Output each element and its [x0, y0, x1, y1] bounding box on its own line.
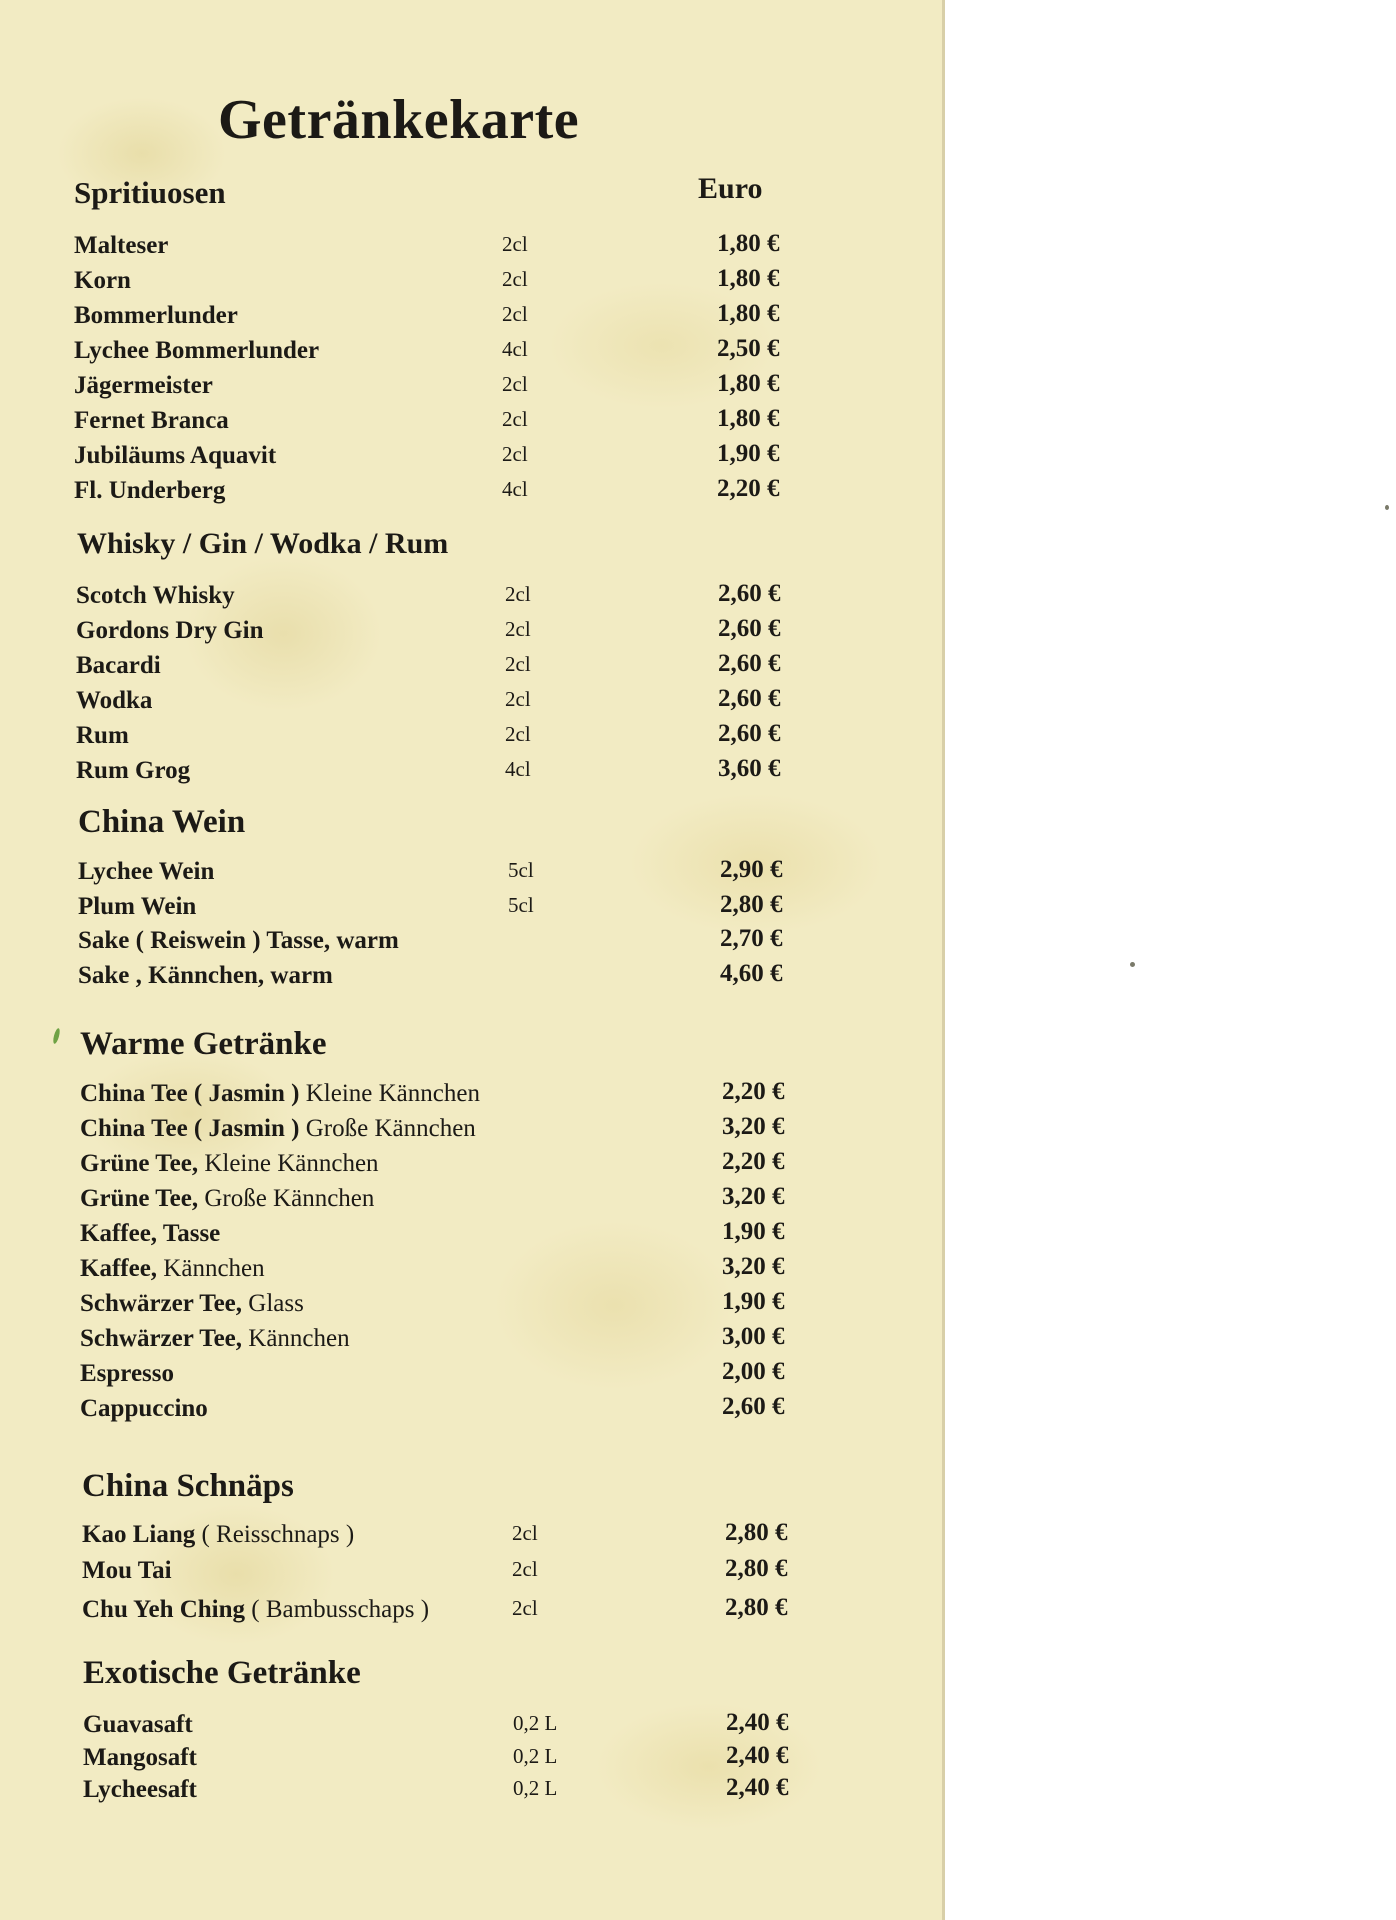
- item-price: 1,80 €: [717, 405, 780, 432]
- item-name: [80, 1150, 379, 1178]
- section-title: China Schnäps: [82, 1468, 294, 1504]
- item-name-extra: ( Reisschnaps ): [195, 1521, 355, 1548]
- item-name: [76, 652, 161, 680]
- item-price: 2,60 €: [718, 720, 781, 747]
- item-price: 2,60 €: [718, 580, 781, 607]
- item-name: [76, 722, 129, 750]
- item-name-main: Jägermeister: [74, 372, 213, 399]
- menu-item: [80, 1360, 832, 1394]
- item-name: [83, 1776, 197, 1804]
- currency-header: Euro: [698, 172, 763, 205]
- scan-speck: [1130, 962, 1135, 967]
- item-price: 1,80 €: [717, 230, 780, 257]
- item-name-main: Sake ( Reiswein ) Tasse, warm: [78, 927, 399, 954]
- menu-item: [80, 1080, 832, 1114]
- item-name-extra: Große Kännchen: [299, 1115, 476, 1142]
- item-name-main: Mou Tai: [82, 1557, 172, 1584]
- item-price: 2,20 €: [722, 1078, 785, 1105]
- item-name: [80, 1185, 374, 1213]
- item-name-main: Kaffee,: [80, 1255, 158, 1282]
- item-size: 0,2 L: [513, 1744, 558, 1768]
- item-name: [74, 267, 131, 295]
- item-name-main: Malteser: [74, 232, 169, 259]
- item-name: [82, 1596, 429, 1624]
- item-name-main: Schwärzer Tee,: [80, 1290, 243, 1317]
- item-name-main: Bacardi: [76, 652, 161, 679]
- section-title: Spritiuosen: [74, 175, 226, 210]
- item-price: 1,80 €: [717, 300, 780, 327]
- item-price: 1,90 €: [722, 1288, 785, 1315]
- item-price: 2,60 €: [718, 650, 781, 677]
- item-name-main: Wodka: [76, 687, 153, 714]
- menu-item: [80, 1290, 832, 1324]
- menu-item: [74, 442, 827, 476]
- item-name-main: Fl. Underberg: [74, 477, 226, 504]
- item-name-main: Schwärzer Tee,: [80, 1325, 243, 1352]
- item-size: 5cl: [508, 893, 534, 917]
- item-price: 2,60 €: [718, 615, 781, 642]
- menu-item: [80, 1150, 832, 1184]
- item-name-main: Fernet Branca: [74, 407, 229, 434]
- item-name-main: Lycheesaft: [83, 1776, 197, 1803]
- section-title: China Wein: [78, 804, 246, 840]
- menu-item: [83, 1744, 836, 1778]
- section-title: Exotische Getränke: [83, 1655, 361, 1691]
- item-name: [74, 302, 238, 330]
- menu-item: [80, 1115, 832, 1149]
- item-price: 2,40 €: [726, 1709, 789, 1736]
- item-price: 2,00 €: [722, 1358, 785, 1385]
- menu-item: [82, 1557, 835, 1591]
- menu-item: [80, 1185, 832, 1219]
- item-price: 1,80 €: [717, 370, 780, 397]
- item-name-main: Mangosaft: [83, 1744, 197, 1771]
- menu-item: [76, 757, 828, 791]
- item-size: 2cl: [502, 232, 528, 256]
- item-name-main: Korn: [74, 267, 131, 294]
- item-name: [80, 1080, 480, 1108]
- item-size: 4cl: [505, 757, 531, 781]
- item-name-main: Bommerlunder: [74, 302, 238, 329]
- item-name: [76, 757, 190, 785]
- item-name: [78, 858, 214, 886]
- item-name-extra: Glass: [242, 1290, 304, 1317]
- menu-item: [74, 302, 827, 336]
- item-name-extra: ( Bambusschaps ): [245, 1596, 430, 1623]
- green-mark: [52, 1028, 61, 1045]
- item-name: [76, 617, 264, 645]
- menu-item: [78, 858, 830, 892]
- item-price: 2,80 €: [720, 891, 783, 918]
- item-price: 3,20 €: [722, 1183, 785, 1210]
- item-name: [74, 337, 319, 365]
- menu-item: [80, 1220, 832, 1254]
- menu-item: [82, 1521, 835, 1555]
- menu-item: [76, 582, 828, 616]
- item-price: 1,80 €: [717, 265, 780, 292]
- menu-item: [82, 1596, 835, 1630]
- item-price: 2,40 €: [726, 1742, 789, 1769]
- item-name-main: Espresso: [80, 1360, 175, 1387]
- item-price: 2,40 €: [726, 1774, 789, 1801]
- item-name-main: Rum: [76, 722, 129, 749]
- item-size: 2cl: [505, 687, 531, 711]
- item-name: [74, 372, 213, 400]
- item-size: 2cl: [512, 1521, 538, 1545]
- item-name: [80, 1255, 265, 1283]
- item-name-main: Scotch Whisky: [76, 582, 235, 609]
- item-name-main: Gordons Dry Gin: [76, 617, 264, 644]
- item-size: 2cl: [505, 617, 531, 641]
- menu-item: [74, 232, 827, 266]
- item-price: 3,20 €: [722, 1113, 785, 1140]
- section-title: Warme Getränke: [80, 1026, 327, 1062]
- item-name: [83, 1744, 197, 1772]
- menu-item: [74, 477, 827, 511]
- item-size: 2cl: [505, 722, 531, 746]
- menu-item: [80, 1325, 832, 1359]
- item-name-main: Sake , Kännchen, warm: [78, 962, 333, 989]
- item-name: [80, 1290, 304, 1318]
- item-name-extra: Kleine Kännchen: [198, 1150, 379, 1177]
- item-price: 3,00 €: [722, 1323, 785, 1350]
- item-name-main: Rum Grog: [76, 757, 191, 784]
- item-name: [76, 582, 235, 610]
- item-price: 2,70 €: [720, 925, 783, 952]
- item-name-main: China Tee ( Jasmin ): [80, 1080, 300, 1107]
- item-name-main: Jubiläums Aquavit: [74, 442, 277, 469]
- item-price: 2,60 €: [718, 685, 781, 712]
- item-size: 2cl: [512, 1596, 538, 1620]
- item-name: [80, 1395, 208, 1423]
- item-size: 4cl: [502, 337, 528, 361]
- item-name-main: Kaffee, Tasse: [80, 1220, 221, 1247]
- menu-item: [78, 962, 830, 996]
- item-name-extra: Kännchen: [242, 1325, 350, 1352]
- item-size: 0,2 L: [513, 1711, 558, 1735]
- item-size: 2cl: [502, 372, 528, 396]
- item-name-main: Guavasaft: [83, 1711, 193, 1738]
- item-name: [80, 1220, 220, 1248]
- item-name-extra: Kleine Kännchen: [299, 1080, 480, 1107]
- item-size: 2cl: [502, 267, 528, 291]
- item-name: [74, 407, 229, 435]
- item-name: [83, 1711, 193, 1739]
- item-size: 2cl: [502, 442, 528, 466]
- item-price: 2,50 €: [717, 335, 780, 362]
- item-name: [80, 1115, 476, 1143]
- item-name: [74, 232, 168, 260]
- item-price: 1,90 €: [717, 440, 780, 467]
- item-name: [78, 893, 196, 921]
- menu-item: [83, 1711, 836, 1745]
- item-name: [78, 927, 399, 955]
- item-size: 2cl: [502, 407, 528, 431]
- menu-item: [74, 337, 827, 371]
- menu-item: [80, 1255, 832, 1289]
- menu-item: [78, 893, 830, 927]
- item-name: [74, 477, 225, 505]
- item-size: 5cl: [508, 858, 534, 882]
- item-price: 2,90 €: [720, 856, 783, 883]
- item-price: 2,80 €: [725, 1594, 788, 1621]
- menu-item: [74, 372, 827, 406]
- scan-speck: [1385, 505, 1389, 510]
- item-price: 3,60 €: [718, 755, 781, 782]
- item-name-extra: Kännchen: [157, 1255, 265, 1282]
- item-size: 2cl: [505, 582, 531, 606]
- menu-item: [76, 687, 828, 721]
- item-name-main: Cappuccino: [80, 1395, 208, 1422]
- item-price: 3,20 €: [722, 1253, 785, 1280]
- item-size: 4cl: [502, 477, 528, 501]
- item-name-main: Grüne Tee,: [80, 1150, 199, 1177]
- menu-item: [74, 407, 827, 441]
- item-price: 2,20 €: [717, 475, 780, 502]
- item-size: 0,2 L: [513, 1776, 558, 1800]
- menu-item: [83, 1776, 836, 1810]
- item-price: 1,90 €: [722, 1218, 785, 1245]
- menu-title: Getränkekarte: [218, 89, 580, 151]
- item-name-main: Kao Liang: [82, 1521, 196, 1548]
- item-name: [80, 1360, 174, 1388]
- item-name-main: Plum Wein: [78, 893, 197, 920]
- item-price: 2,60 €: [722, 1393, 785, 1420]
- menu-item: [80, 1395, 832, 1429]
- menu-item: [78, 927, 830, 961]
- item-name: [80, 1325, 350, 1353]
- item-name-main: Chu Yeh Ching: [82, 1596, 246, 1623]
- item-name: [82, 1521, 354, 1549]
- menu-item: [76, 617, 828, 651]
- item-price: 4,60 €: [720, 960, 783, 987]
- item-name-main: Grüne Tee,: [80, 1185, 199, 1212]
- item-size: 2cl: [505, 652, 531, 676]
- item-size: 2cl: [512, 1557, 538, 1581]
- item-price: 2,20 €: [722, 1148, 785, 1175]
- item-name: [82, 1557, 172, 1585]
- menu-item: [76, 652, 828, 686]
- item-name: [76, 687, 152, 715]
- item-name-main: Lychee Wein: [78, 858, 215, 885]
- item-name-main: China Tee ( Jasmin ): [80, 1115, 300, 1142]
- menu-item: [74, 267, 827, 301]
- item-name: [74, 442, 276, 470]
- item-name-main: Lychee Bommerlunder: [74, 337, 320, 364]
- item-price: 2,80 €: [725, 1555, 788, 1582]
- item-size: 2cl: [502, 302, 528, 326]
- menu-item: [76, 722, 828, 756]
- item-name: [78, 962, 333, 990]
- item-price: 2,80 €: [725, 1519, 788, 1546]
- item-name-extra: Große Kännchen: [198, 1185, 375, 1212]
- section-title: Whisky / Gin / Wodka / Rum: [77, 527, 449, 560]
